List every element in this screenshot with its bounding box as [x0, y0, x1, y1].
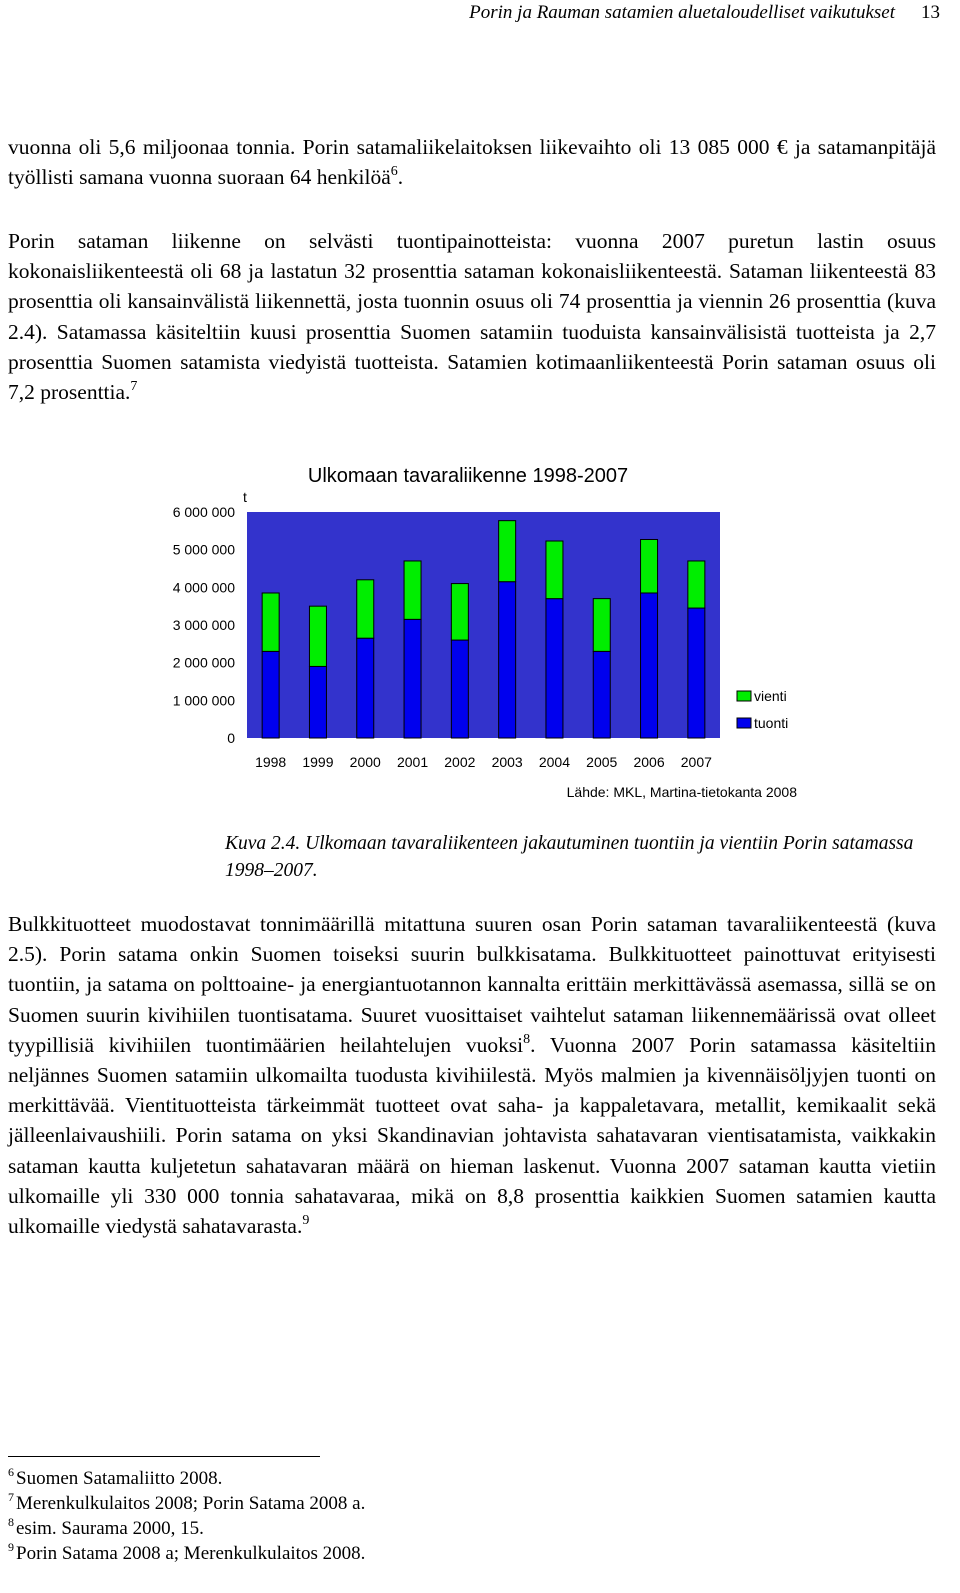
- bar-tuonti: [451, 640, 468, 738]
- chart-svg: [140, 452, 820, 812]
- bar-vienti: [309, 606, 326, 666]
- bar-tuonti: [688, 608, 705, 738]
- paragraph-1-text: vuonna oli 5,6 miljoonaa tonnia. Porin satamaliikelaitoksen liikevaihto oli 13 085 000 € ja satamanpitäjä työllisti samana vuonna suoraan 64 henkilöä: [8, 135, 936, 190]
- header-title: Porin ja Rauman satamien aluetaloudelliset vaikutukset: [469, 2, 895, 23]
- bar-tuonti: [641, 593, 658, 738]
- bar-vienti: [404, 561, 421, 619]
- paragraph-3-text-continued: . Vuonna 2007 Porin satamassa käsiteltiin neljännes Suomen satamiin ulkomailta tuodusta kivihiilestä. Myös malmien ja kivennäisöljyjen tuonti on merkittävää. Vientituotteista tärkeimmät tuotteet ovat saha- ja kappaletavara, metallit, kemikaalit sekä jälleenlaivaushiili. Porin satama on yksi Skandinavian johtavista sahatavaran vientisatamista, vaikkakin sataman kautta kuljetetun sahatavaran määrä on hieman laskenut. Vuonna 2007 sataman kautta vietiin ulkomaille yli 330 000 tonnia sahatavaraa, mikä on 8,8 prosenttia kaikkien Suomen satamien kautta ulkomaille viedystä sahatavarasta.: [8, 1032, 936, 1239]
- footnote-text: Suomen Satamaliitto 2008.: [16, 1468, 223, 1489]
- bar-tuonti: [357, 638, 374, 738]
- x-tick-label: 1999: [302, 754, 334, 770]
- y-tick-label: 4 000 000: [172, 579, 235, 596]
- y-tick-label: 1 000 000: [172, 692, 235, 709]
- footnote-ref-9[interactable]: 9: [302, 1213, 310, 1229]
- bar-tuonti: [262, 651, 279, 738]
- x-tick-label: 2003: [491, 754, 523, 770]
- paragraph-2-text: Porin sataman liikenne on selvästi tuontipainotteista: vuonna 2007 puretun lastin osuus kokonaisliikenteestä oli 68 ja lastatun 32 prosenttia sataman kokonaisliikenteestä. Sataman liikenteestä 83 prosenttia oli kansainvälistä liikennettä, josta tuonnin osuus oli 74 prosenttia ja viennin 26 prosenttia (kuva 2.4). Satamassa käsiteltiin kuusi prosenttia Suomen satamiin tuoduista kansainvälisistä tuotteista ja 2,7 prosenttia Suomen satamista viedyistä tuotteista. Satamien kotimaanliikenteestä Porin sataman osuus oli 7,2 prosenttia.: [8, 229, 936, 405]
- y-tick-label: 2 000 000: [172, 654, 235, 671]
- bar-chart: [140, 452, 820, 812]
- legend-swatch-tuonti: [737, 718, 751, 728]
- bar-vienti: [262, 593, 279, 651]
- x-tick-label: 2000: [349, 754, 381, 770]
- footnote-text: Porin Satama 2008 a; Merenkulkulaitos 2008.: [16, 1543, 366, 1564]
- bar-tuonti: [404, 619, 421, 738]
- chart-source: Lähde: MKL, Martina-tietokanta 2008: [566, 784, 797, 800]
- x-tick-label: 1998: [255, 754, 287, 770]
- x-tick-label: 2004: [538, 754, 571, 770]
- paragraph-2: [8, 226, 936, 407]
- x-tick-label: 2005: [586, 754, 618, 770]
- bar-vienti: [499, 521, 516, 582]
- bar-tuonti: [546, 599, 563, 738]
- footnote-6: [8, 1466, 365, 1491]
- running-header: [469, 2, 940, 24]
- paragraph-1-end: .: [397, 165, 404, 190]
- figure-caption: Kuva 2.4. Ulkomaan tavaraliikenteen jakautuminen tuontiin ja vientiin Porin satamassa 1998–2007.: [225, 833, 914, 881]
- y-tick-label: 3 000 000: [172, 617, 235, 633]
- y-tick-label: 0: [227, 730, 235, 746]
- footnote-ref-6[interactable]: 6: [390, 164, 398, 180]
- footnote-text: Merenkulkulaitos 2008; Porin Satama 2008 a.: [16, 1493, 366, 1514]
- page-number: 13: [921, 2, 940, 23]
- x-tick-label: 2002: [444, 754, 476, 770]
- legend-label-vienti: vienti: [754, 688, 787, 704]
- y-tick-label: 6 000 000: [172, 504, 235, 520]
- footnote-ref-8[interactable]: 8: [523, 1031, 531, 1047]
- footnote-9: [8, 1541, 365, 1566]
- bar-vienti: [546, 541, 563, 599]
- bar-vienti: [593, 599, 610, 652]
- bar-vienti: [451, 584, 468, 641]
- bar-tuonti: [499, 582, 516, 738]
- footnote-number: 8: [8, 1515, 14, 1529]
- bar-vienti: [688, 561, 705, 608]
- y-axis-unit: t: [243, 489, 247, 505]
- footnote-number: 9: [8, 1540, 14, 1554]
- bar-vienti: [357, 580, 374, 638]
- bar-vienti: [641, 539, 658, 592]
- footnote-separator: [8, 1456, 320, 1457]
- footnotes: [8, 1466, 365, 1566]
- footnote-number: 7: [8, 1490, 14, 1504]
- footnote-7: [8, 1491, 365, 1516]
- chart-title: Ulkomaan tavaraliikenne 1998-2007: [307, 465, 629, 487]
- y-tick-label: 5 000 000: [172, 541, 235, 558]
- footnote-number: 6: [8, 1465, 14, 1479]
- x-tick-label: 2007: [680, 754, 712, 770]
- bar-tuonti: [593, 651, 610, 738]
- x-tick-label: 2001: [396, 754, 429, 770]
- paragraph-3: [8, 909, 936, 1241]
- bar-tuonti: [309, 666, 326, 738]
- legend-label-tuonti: tuonti: [754, 715, 789, 731]
- footnote-ref-7[interactable]: 7: [130, 379, 138, 395]
- footnote-text: esim. Saurama 2000, 15.: [16, 1518, 204, 1539]
- paragraph-1: [8, 132, 936, 192]
- footnote-8: [8, 1516, 365, 1541]
- legend-swatch-vienti: [737, 691, 751, 701]
- x-tick-label: 2006: [633, 754, 665, 770]
- paragraph-3-text: Bulkkituotteet muodostavat tonnimäärillä mitattuna suuren osan Porin sataman tavaraliikenteestä (kuva 2.5). Porin satama onkin Suomen toiseksi suurin bulkkisatama. Bulkkituotteet painottuvat erityisesti tuontiin, ja satama on polttoaine- ja energiantuotannon kannalta erittäin merkittävässä asemassa, sillä se on Suomen suurin kivihiilen tuontisatama. Suuret vuosittaiset vaihtelut sataman liikennemäärissä ovat olleet tyypillisiä kivihiilen tuontimäärien heilahtelujen vuoksi: [8, 912, 936, 1057]
